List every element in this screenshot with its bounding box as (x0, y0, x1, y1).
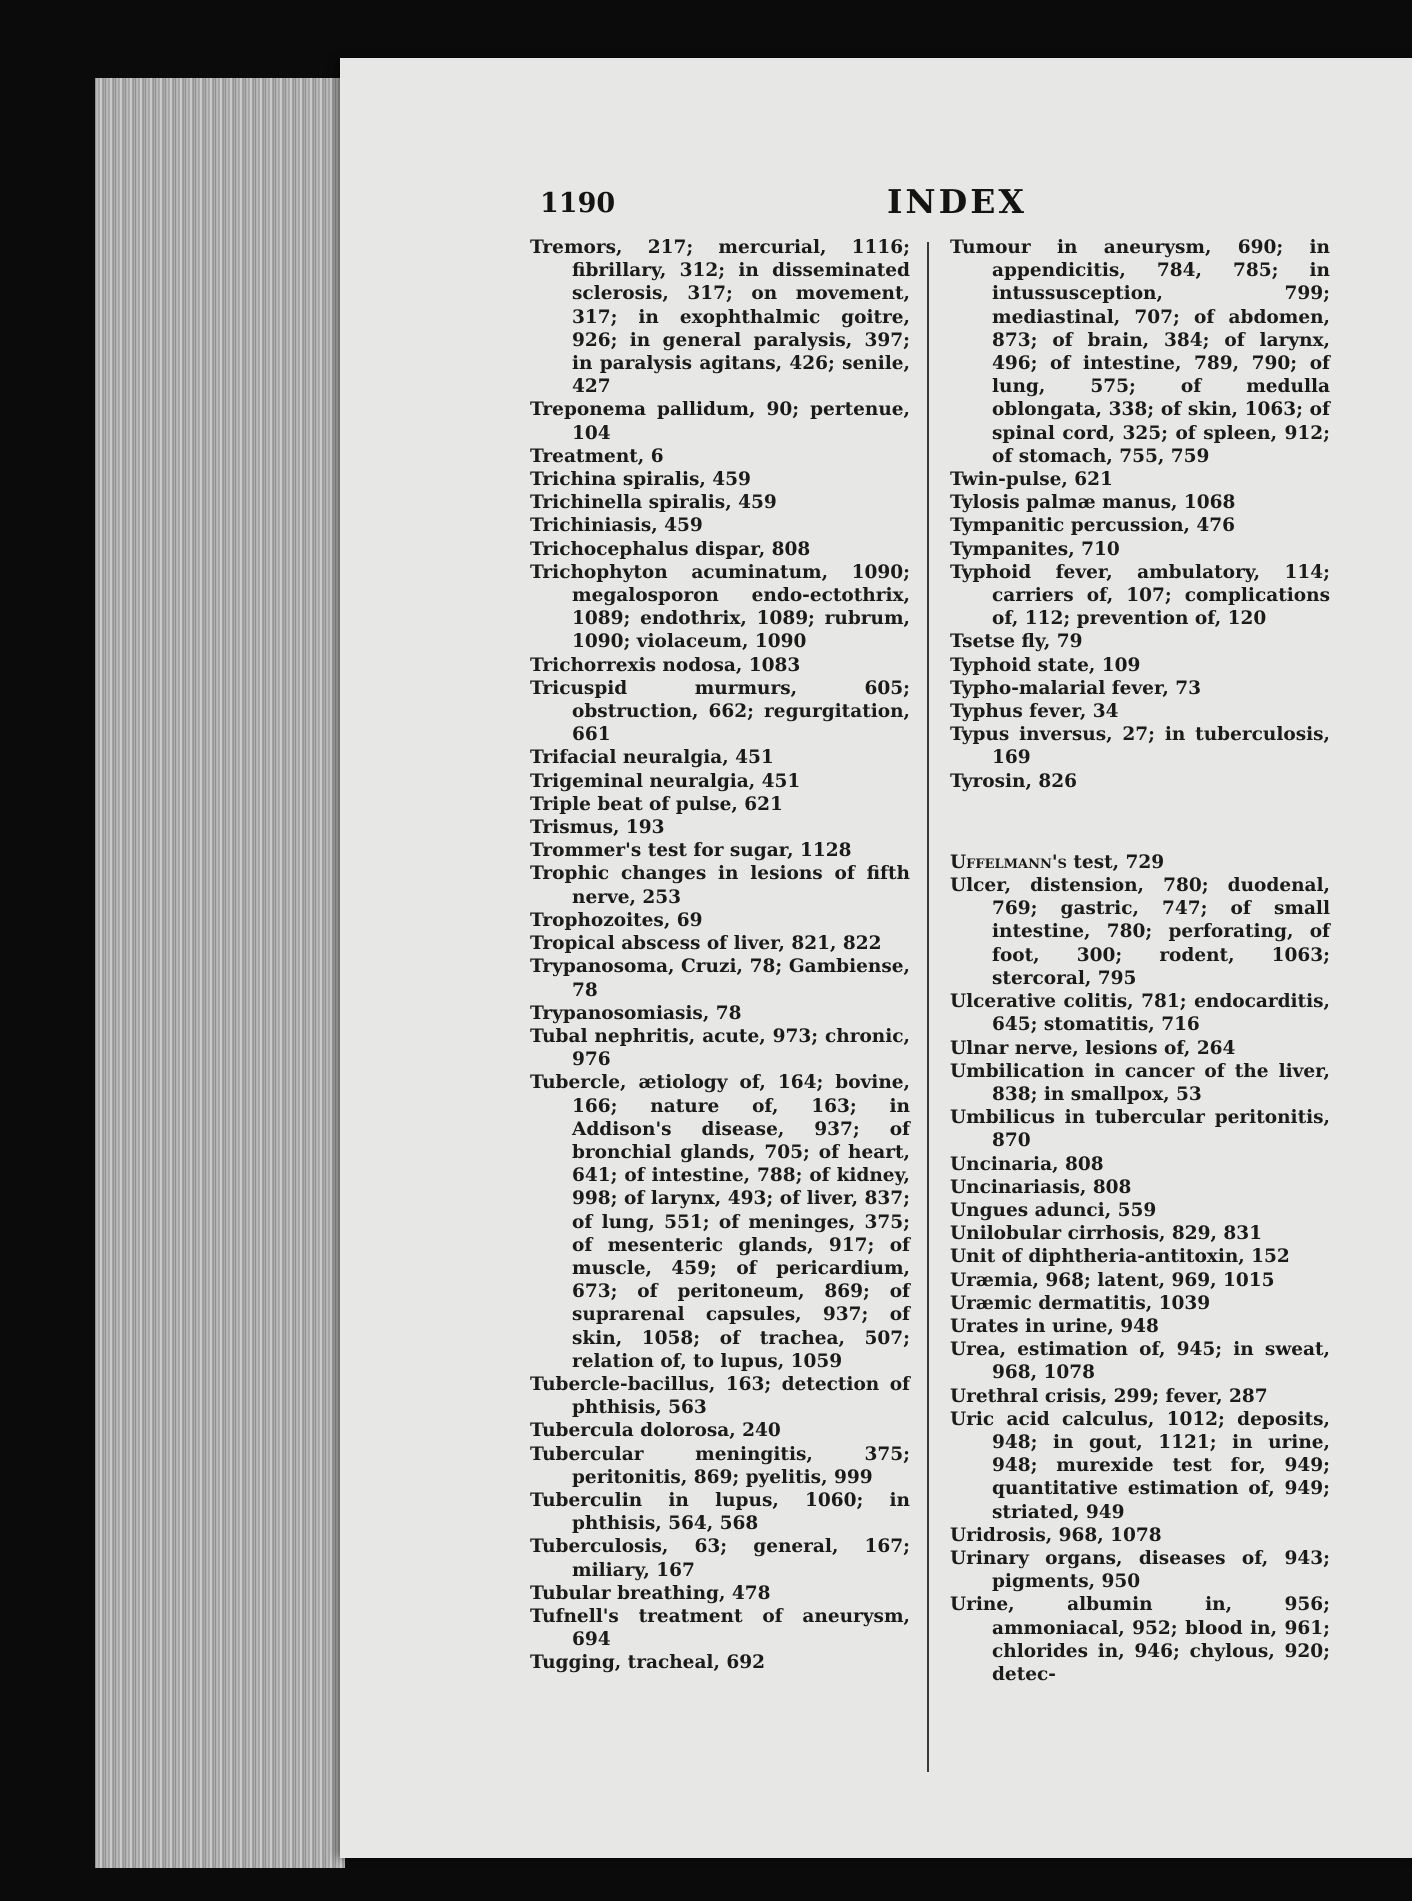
index-entry: Trismus, 193 (530, 817, 665, 839)
index-entry: Tugging, tracheal, 692 (530, 1652, 765, 1674)
index-entry: Typhoid fever, ambulatory, 114; carriers of, 107; complications of, 112; prevention of, 120 (950, 561, 1330, 630)
small-caps-headword: Uffelmann's (950, 851, 1067, 873)
index-entry: Uræmic dermatitis, 1039 (950, 1292, 1211, 1314)
index-entry: Ulnar nerve, lesions of, 264 (950, 1037, 1236, 1059)
index-entry: Ulcerative colitis, 781; endocarditis, 645; stomatitis, 716 (950, 991, 1330, 1036)
index-entry: Trifacial neuralgia, 451 (530, 747, 774, 769)
running-title: INDEX (887, 182, 1027, 221)
index-entry: Tufnell's treatment of aneurysm, 694 (530, 1605, 910, 1651)
index-entry: Umbilicus in tubercular peritonitis, 870 (950, 1107, 1330, 1152)
index-entry: Urates in urine, 948 (950, 1315, 1159, 1337)
index-entry: Umbilication in cancer of the liver, 838; in smallpox, 53 (950, 1060, 1330, 1105)
index-entry: Tremors, 217; mercurial, 1116; fibrillary, 312; in disseminated sclerosis, 317; on movement, 317; in exophthalmic goitre, 926; in general paralysis, 397; in paralysis agitans, 426; senile, 427 (530, 237, 910, 398)
index-entry: Tubercular meningitis, 375; peritonitis, 869; pyelitis, 999 (530, 1443, 910, 1488)
column-divider (927, 242, 929, 1772)
index-entry: Trichina spiralis, 459 (530, 469, 751, 491)
index-entry: Treponema pallidum, 90; pertenue, 104 (530, 399, 910, 444)
index-entry: Typho-malarial fever, 73 (950, 677, 1201, 699)
index-entry: Tropical abscess of liver, 821, 822 (530, 933, 882, 955)
index-entry: Trigeminal neuralgia, 451 (530, 770, 801, 792)
index-entry: Typhoid state, 109 (950, 654, 1141, 676)
index-entry: Tubal nephritis, acute, 973; chronic, 976 (530, 1025, 910, 1071)
index-entry: Urethral crisis, 299; fever, 287 (950, 1385, 1268, 1407)
index-entry: Tubercle-bacillus, 163; detection of phthisis, 563 (530, 1373, 910, 1419)
index-entry: Uric acid calculus, 1012; deposits, 948; in gout, 1121; in urine, 948; murexide test for, 949; quantitative estimation of, 949; striated, 949 (950, 1408, 1330, 1523)
index-entry: Unilobular cirrhosis, 829, 831 (950, 1223, 1262, 1245)
index-entry: Urea, estimation of, 945; in sweat, 968, 1078 (950, 1339, 1330, 1384)
index-entry: Ulcer, distension, 780; duodenal, 769; gastric, 747; of small intestine, 780; perforating, of foot, 300; rodent, 1063; stercoral, 795 (950, 875, 1330, 989)
index-entry: Tubercle, ætiology of, 164; bovine, 166; nature of, 163; in Addison's disease, 937; of bronchial glands, 705; of heart, 641; of intestine, 788; of kidney, 998; of larynx, 493; of liver, 837; of lung, 551; of meninges, 375; of mesenteric glands, 917; of muscle, 459; of pericardium, 673; of peritoneum, 869; of suprarenal capsules, 937; of skin, 1058; of trachea, 507; relation of, to lupus, 1059 (530, 1072, 910, 1372)
index-entry: Tsetse fly, 79 (950, 631, 1083, 653)
index-entry: Tympanitic percussion, 476 (950, 515, 1236, 537)
page-number: 1190 (540, 188, 616, 219)
index-entry: Trommer's test for sugar, 1128 (530, 840, 852, 862)
index-entry: Trichorrexis nodosa, 1083 (530, 654, 801, 676)
index-entry: Uræmia, 968; latent, 969, 1015 (950, 1269, 1275, 1291)
index-entry: Uncinariasis, 808 (950, 1176, 1132, 1198)
index-entry: Triple beat of pulse, 621 (530, 793, 783, 815)
index-entry: Tricuspid murmurs, 605; obstruction, 662; regurgitation, 661 (530, 677, 910, 746)
index-entry: Trichinella spiralis, 459 (530, 492, 777, 514)
index-entry: Trypanosoma, Cruzi, 78; Gambiense, 78 (530, 956, 910, 1001)
index-entry: Tumour in aneurysm, 690; in appendicitis, 784, 785; in intussusception, 799; mediastinal, 707; of abdomen, 873; of brain, 384; of larynx, 496; of intestine, 789, 790; of lung, 575; of medulla oblongata, 338; of skin, 1063; of spinal cord, 325; of spleen, 912; of stomach, 755, 759 (950, 237, 1330, 467)
index-entry: Trypanosomiasis, 78 (530, 1002, 742, 1024)
index-entry: Trichiniasis, 459 (530, 515, 703, 537)
index-entry: Trichophyton acuminatum, 1090; megalosporon endo-ectothrix, 1089; endothrix, 1089; rubrum, 1090; violaceum, 1090 (530, 561, 910, 653)
index-entry: Tubular breathing, 478 (530, 1582, 771, 1604)
index-entry: Tubercula dolorosa, 240 (530, 1420, 781, 1442)
index-entry: Typus inversus, 27; in tuberculosis, 169 (950, 724, 1330, 769)
index-entry: Twin-pulse, 621 (950, 469, 1113, 491)
index-entry: Tuberculosis, 63; general, 167; miliary, 167 (530, 1536, 910, 1581)
index-entry: Uridrosis, 968, 1078 (950, 1524, 1162, 1546)
index-entry: Uncinaria, 808 (950, 1153, 1104, 1175)
index-entry: Tuberculin in lupus, 1060; in phthisis, 564, 568 (530, 1489, 910, 1535)
index-entry: Urine, albumin in, 956; ammoniacal, 952; blood in, 961; chlorides in, 946; chylous, 920; detec- (950, 1594, 1330, 1685)
left-column (530, 236, 910, 1675)
index-entry: Trophic changes in lesions of fifth nerve, 253 (530, 863, 910, 908)
book-page-edges (95, 78, 345, 1868)
index-entry: Tylosis palmæ manus, 1068 (950, 492, 1236, 514)
index-entry: Tympanites, 710 (950, 538, 1120, 560)
index-page (340, 58, 1412, 1858)
index-entry (950, 851, 1330, 874)
index-entry: Ungues adunci, 559 (950, 1199, 1157, 1221)
index-entry: Treatment, 6 (530, 445, 664, 467)
index-entry: Tyrosin, 826 (950, 770, 1077, 792)
index-entry: Trophozoites, 69 (530, 909, 703, 931)
entry-text: test, 729 (1066, 851, 1165, 873)
index-entry: Unit of diphtheria-antitoxin, 152 (950, 1246, 1290, 1268)
index-entry: Urinary organs, diseases of, 943; pigments, 950 (950, 1547, 1330, 1593)
right-column (950, 236, 1330, 1686)
index-entry: Typhus fever, 34 (950, 701, 1119, 723)
index-entry: Trichocephalus dispar, 808 (530, 538, 811, 560)
